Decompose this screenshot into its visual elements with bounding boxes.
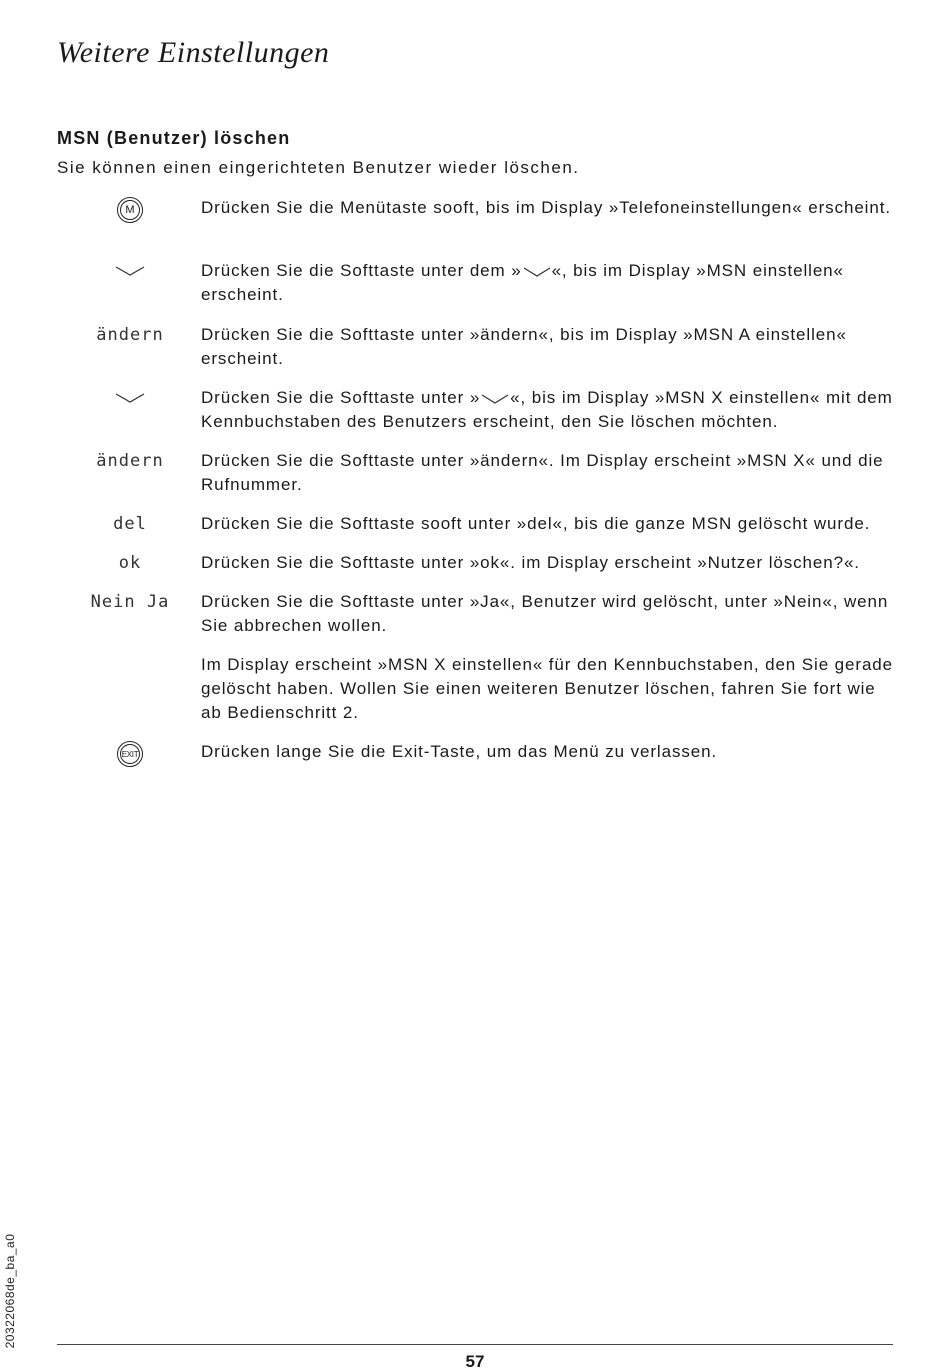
softkey-label-aendern: ändern [96,325,164,345]
step-text [201,259,901,307]
chevron-down-softkey-icon [114,391,146,405]
step-text: Drücken Sie die Softtaste unter »ändern«. Im Display erscheint »MSN X« und die Rufnummer. [201,451,884,494]
page-number: 57 [465,1352,485,1371]
chevron-down-icon [480,393,510,405]
menu-key-icon [117,197,143,223]
step-text: Im Display erscheint »MSN X einstellen« für den Kennbuchstaben, den Sie gerade gelöscht haben. Wollen Sie einen weiteren Benutzer löschen, fahren Sie fort wie ab Bedienschritt 2. [201,655,894,722]
document-code-text: 20322068de_ba_a0 [3,1233,17,1349]
exit-key-icon [117,741,143,767]
step-text [201,386,901,434]
step-text: Drücken Sie die Softtaste unter »Ja«, Benutzer wird gelöscht, unter »Nein«, wenn Sie abbrechen wollen. [201,592,889,635]
chevron-down-icon [522,266,552,278]
step-text-before: Drücken Sie die Softtaste unter » [201,388,481,407]
step-text: Drücken Sie die Softtaste unter »ändern«, bis im Display »MSN A einstellen« erscheint. [201,325,847,368]
page-header-title: Weitere Einstellungen [57,36,330,69]
chevron-down-softkey-icon [114,264,146,278]
section-intro: Sie können einen eingerichteten Benutzer wieder löschen. [57,158,580,177]
step-text: Drücken Sie die Softtaste sooft unter »del«, bis die ganze MSN gelöscht wurde. [201,514,871,533]
step-text: Drücken lange Sie die Exit-Taste, um das Menü zu verlassen. [201,742,718,761]
softkey-label-aendern: ändern [96,451,164,471]
softkey-label-del: del [113,514,147,534]
step-text: Drücken Sie die Menütaste sooft, bis im Display »Telefoneinstellungen« erscheint. [201,198,891,217]
menu-key-label: M [125,204,135,216]
softkey-label-nein-ja: Nein Ja [90,592,170,612]
softkey-label-ok: ok [118,553,142,573]
footer-divider [57,1344,893,1345]
step-text: Drücken Sie die Softtaste unter »ok«. im Display erscheint »Nutzer löschen?«. [201,553,860,572]
step-text-after: «, bis im Display »MSN einstellen« erscheint. [201,261,844,304]
document-code [0,1226,20,1356]
exit-key-label: EXIT [121,749,139,759]
step-text-after: «, bis im Display »MSN X einstellen« mit dem Kennbuchstaben des Benutzers erscheint, den Sie löschen möchten. [201,388,893,431]
section-title: MSN (Benutzer) löschen [57,128,291,148]
step-text-before: Drücken Sie die Softtaste unter dem » [201,261,522,280]
